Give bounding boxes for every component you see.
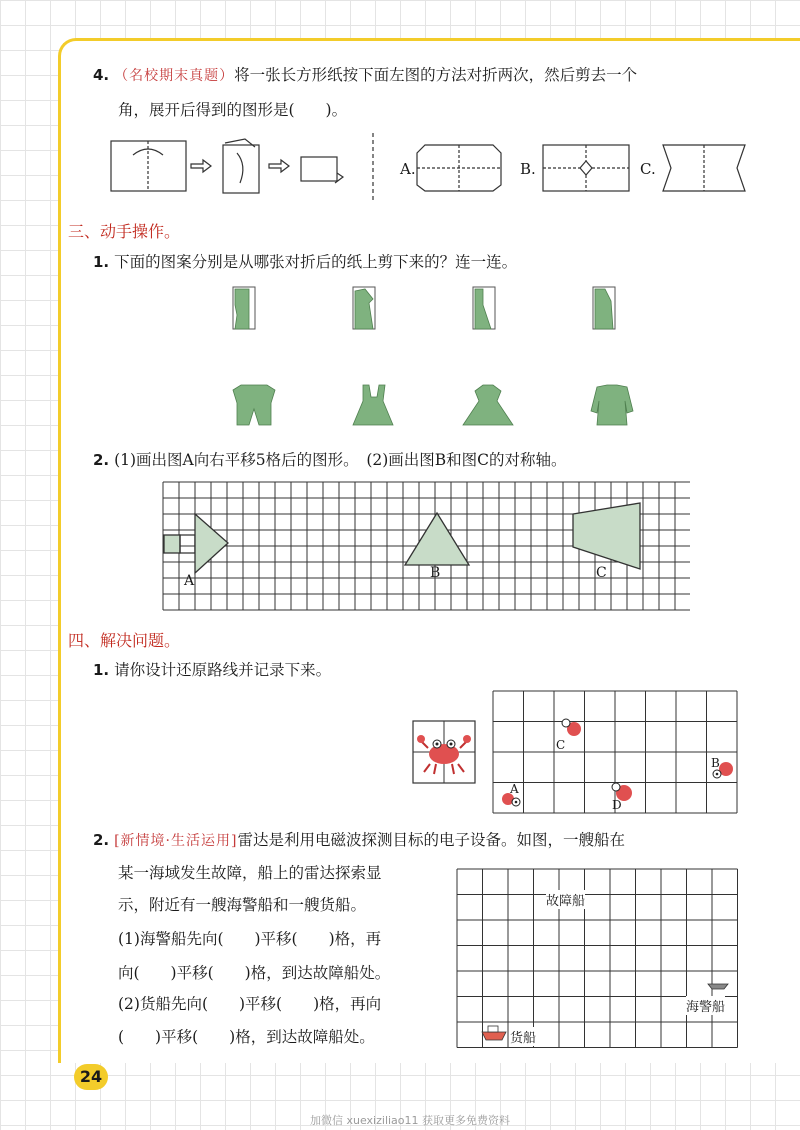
s4q2-part2a: (2)货船先向( )平移( )格，再向	[118, 995, 382, 1013]
crab-label-d: D	[612, 798, 622, 812]
s4q2-part1a: (1)海警船先向( )平移( )格，再	[118, 930, 382, 948]
q4-option-a[interactable]: A.	[400, 160, 416, 178]
cargo-ship-icon	[482, 1026, 506, 1040]
q4-line1	[93, 68, 637, 84]
s3q2-line	[93, 453, 567, 469]
s4q2-text2: 某一海域发生故障，船上的雷达探索显	[118, 864, 382, 882]
s4q1-number: 1.	[93, 661, 110, 679]
police-ship-icon	[708, 984, 728, 989]
s4q2-part1b: 向( )平移( )格，到达故障船处。	[118, 964, 391, 982]
party-dress-garment[interactable]	[463, 385, 513, 425]
q4-number: 4.	[93, 66, 110, 84]
figure-a-stem	[164, 535, 180, 553]
s3q1-text: 下面的图案分别是从哪张对折后的纸上剪下来的？连一连。	[114, 253, 518, 271]
s4q2-part2b: ( )平移( )格，到达故障船处。	[118, 1028, 375, 1046]
figure-c-label: C	[596, 565, 607, 581]
crab-path-grid[interactable]	[490, 689, 740, 815]
sleeveless-dress-garment[interactable]	[353, 385, 393, 425]
garment-matching-figure	[225, 285, 635, 440]
page-number: 24	[74, 1064, 108, 1090]
s3q2-text: (1)画出图A向右平移5格后的图形。 (2)画出图B和图C的对称轴。	[114, 451, 567, 469]
s4q2-line1	[93, 833, 625, 849]
crab-label-a: A	[510, 782, 519, 796]
s3q2-number: 2.	[93, 451, 110, 469]
q4-text1: 将一张长方形纸按下面左图的方法对折两次，然后剪去一个	[234, 66, 638, 84]
radar-grid[interactable]	[456, 868, 741, 1048]
section3-title: 三、动手操作。	[68, 222, 181, 241]
s4q2-tag: [新情境·生活运用]	[114, 833, 238, 849]
long-sleeve-dress-garment[interactable]	[591, 385, 633, 425]
crab-label-b: B	[711, 756, 720, 770]
police-ship-label: 海警船	[686, 996, 725, 1015]
s3q1-line	[93, 255, 517, 271]
s4q1-line	[93, 663, 331, 679]
q4-text2: 角，展开后得到的图形是( )。	[118, 101, 348, 119]
crab-puzzle-reference	[412, 720, 476, 784]
figure-c-trapezoid	[573, 503, 640, 569]
figure-b-triangle	[405, 513, 469, 565]
cargo-ship-label: 货船	[510, 1027, 536, 1046]
figure-a-label: A	[184, 573, 195, 589]
crab-label-c: C	[556, 738, 566, 752]
s4q2-text1: 雷达是利用电磁波探测目标的电子设备。如图，一艘船在	[237, 831, 625, 849]
q4-option-c[interactable]: C.	[640, 160, 656, 178]
q4-folding-figure	[105, 133, 765, 203]
q4-tag: （名校期末真题）	[114, 68, 235, 84]
s4q2-text3: 示，附近有一艘海警船和一艘货船。	[118, 896, 367, 914]
footer-watermark: 加微信 xuexiziliao11 获取更多免费资料	[310, 1114, 511, 1127]
s4q1-text: 请你设计还原路线并记录下来。	[114, 661, 332, 679]
q4-option-b[interactable]: B.	[520, 160, 536, 178]
section4-title: 四、解决问题。	[68, 631, 181, 650]
s4q2-number: 2.	[93, 831, 110, 849]
translation-grid[interactable]	[162, 481, 690, 615]
s3q1-number: 1.	[93, 253, 110, 271]
figure-b-label: B	[430, 565, 441, 581]
broken-ship-label: 故障船	[546, 890, 585, 909]
overalls-garment[interactable]	[233, 385, 275, 425]
